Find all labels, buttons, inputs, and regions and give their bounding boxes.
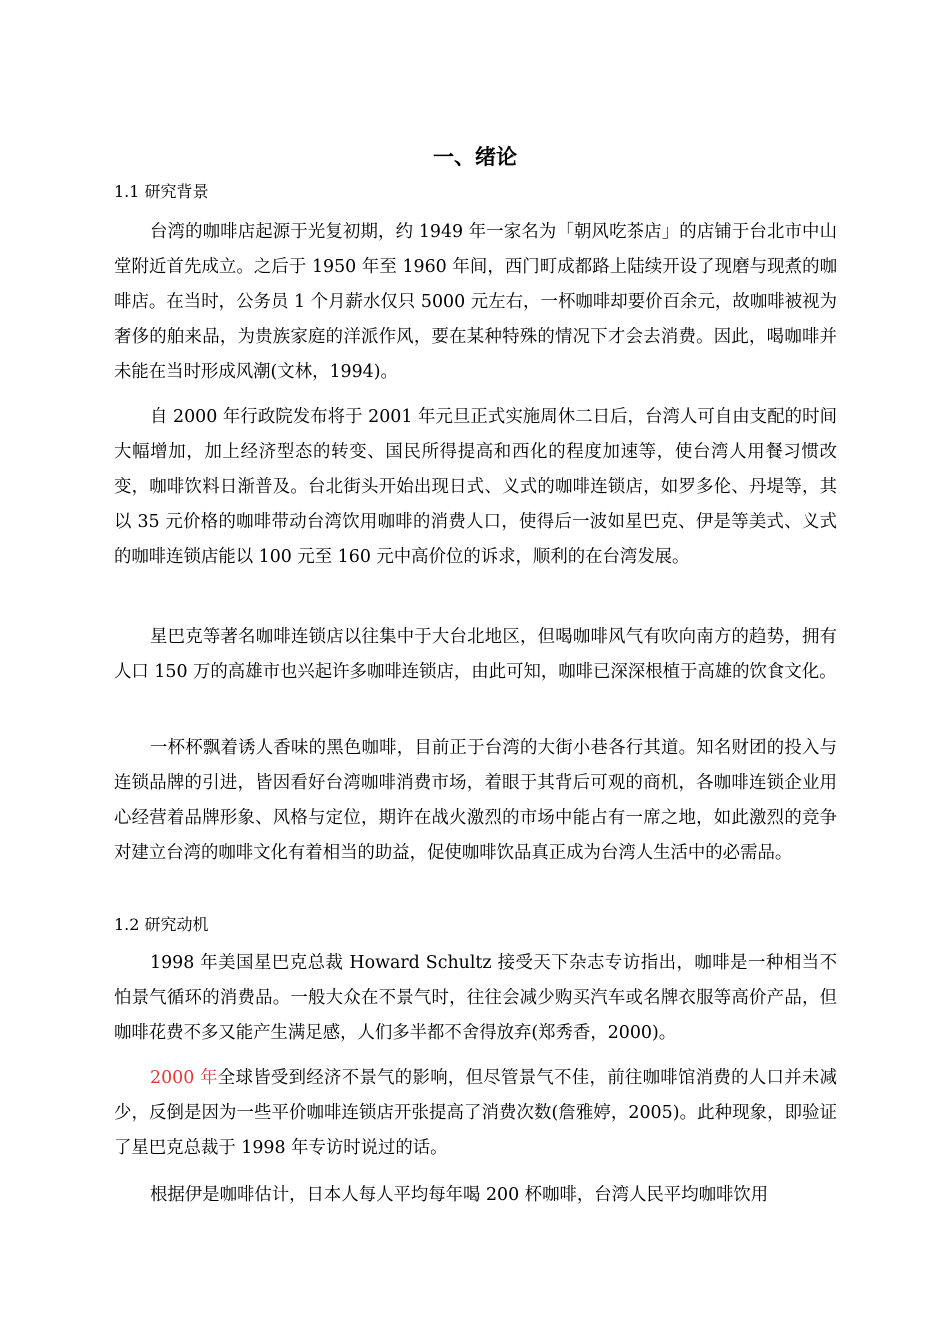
section-heading-research-background: 1.1 研究背景: [114, 182, 209, 201]
paragraph: 台湾的咖啡店起源于光复初期，约 1949 年一家名为「朝风吃茶店」的店铺于台北市中山堂附近首先成立。之后于 1950 年至 1960 年间，西门町成都路上陆续开设了现磨与现煮的咖啡店。在当时，公务员 1 个月薪水仅只 5000 元左右，一杯咖啡却要价百余元，故咖啡被视为奢侈的舶来品，为贵族家庭的洋派作风，要在某种特殊的情况下才会去消费。因此，喝咖啡并未能在当时形成风潮(文林，1994)。: [114, 222, 837, 382]
paragraph: 1998 年美国星巴克总裁 Howard Schultz 接受天下杂志专访指出，咖啡是一种相当不怕景气循环的消费品。一般大众在不景气时，往往会减少购买汽车或名牌衣服等高价产品，但咖啡花费不多又能产生满足感，人们多半都不舍得放弃(郑秀香，2000)。: [114, 953, 837, 1043]
paragraph-with-highlight: [114, 1061, 837, 1166]
paragraph: 自 2000 年行政院发布将于 2001 年元旦正式实施周休二日后，台湾人可自由支配的时间大幅增加，加上经济型态的转变、国民所得提高和西化的程度加速等，使台湾人用餐习惯改变，咖啡饮料日渐普及。台北街头开始出现日式、义式的咖啡连锁店，如罗多伦、丹堤等，其以 35 元价格的咖啡带动台湾饮用咖啡的消费人口，使得后一波如星巴克、伊是等美式、义式的咖啡连锁店能以 100 元至 160 元中高价位的诉求，顺利的在台湾发展。: [114, 407, 837, 567]
paragraph: 根据伊是咖啡估计，日本人每人平均每年喝 200 杯咖啡，台湾人民平均咖啡饮用: [150, 1185, 769, 1205]
section-heading-research-motivation: 1.2 研究动机: [114, 915, 209, 934]
paragraph: 星巴克等著名咖啡连锁店以往集中于大台北地区，但喝咖啡风气有吹向南方的趋势，拥有人口 150 万的高雄市也兴起许多咖啡连锁店，由此可知，咖啡已深深根植于高雄的饮食文化。: [114, 627, 837, 682]
paragraph-text: 全球皆受到经济不景气的影响，但尽管景气不佳，前往咖啡馆消费的人口并未减少，反倒是因为一些平价咖啡连锁店开张提高了消费次数(詹雅婷，2005)。此种现象，即验证了星巴克总裁于 1998 年专访时说过的话。: [114, 1068, 837, 1158]
highlighted-year: 2000 年: [150, 1068, 218, 1088]
chapter-title: 一、绪论: [433, 144, 517, 169]
paragraph: 一杯杯飘着诱人香味的黑色咖啡，目前正于台湾的大街小巷各行其道。知名财团的投入与连锁品牌的引进，皆因看好台湾咖啡消费市场，着眼于其背后可观的商机，各咖啡连锁企业用心经营着品牌形象、风格与定位，期许在战火激烈的市场中能占有一席之地，如此激烈的竞争对建立台湾的咖啡文化有着相当的助益，促使咖啡饮品真正成为台湾人生活中的必需品。: [114, 738, 837, 863]
